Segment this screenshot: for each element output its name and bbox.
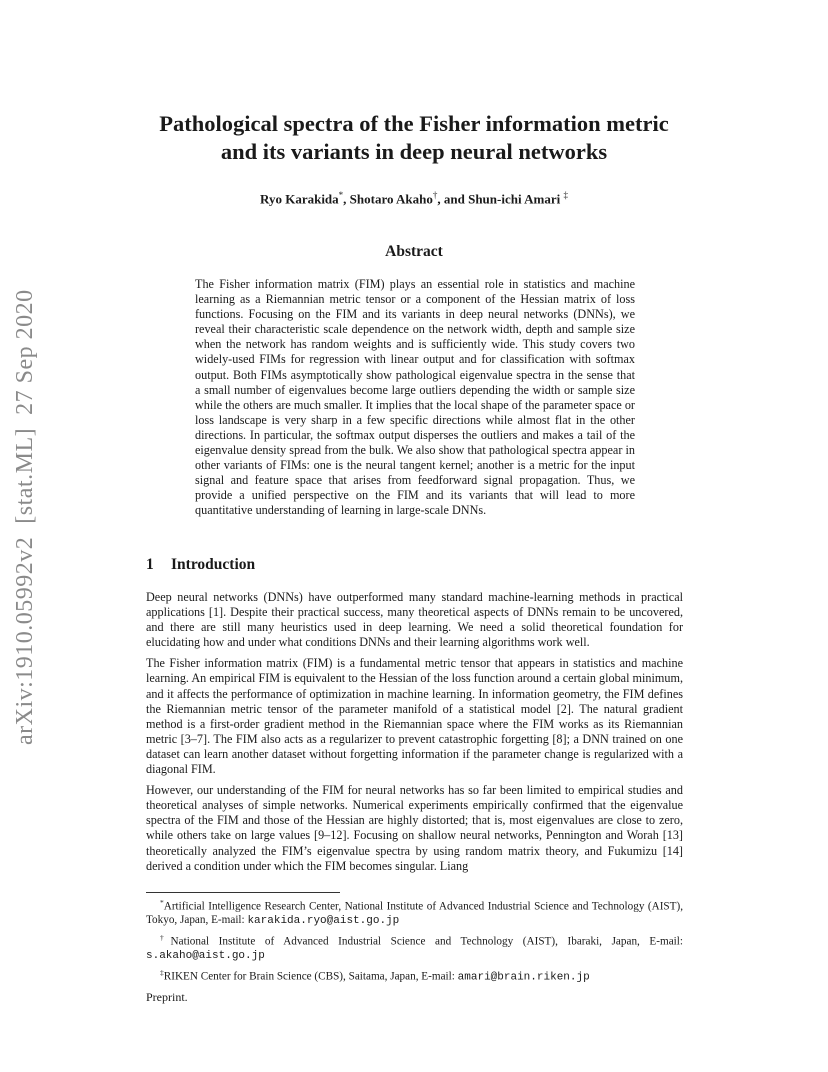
footnote-3-email[interactable]: amari@brain.riken.jp <box>457 971 590 984</box>
footnote-3-text: RIKEN Center for Brain Science (CBS), Saitama, Japan, E-mail: <box>163 970 458 983</box>
p3-text-3: theoretically analyzed the FIM’s eigenvalue spectra by using random matrix theory, and Fukumizu <box>146 843 663 858</box>
paragraph-1 <box>146 590 683 650</box>
introduction-body <box>146 590 683 880</box>
section-title: Introduction <box>171 556 256 573</box>
paragraph-3 <box>146 783 683 874</box>
author-list: Ryo Karakida*, Shotaro Akaho†, and Shun-ichi Amari ‡ <box>260 190 568 207</box>
abstract-text: The Fisher information matrix (FIM) plays an essential role in statistics and machine learning as a Riemannian metric tensor or a component of the Hessian matrix of loss functions. Focusing on the FIM and its variants in deep neural networks (DNNs), we reveal their characteristic scale dependence on the network width, depth and sample size when the network has random weights and is sufficiently wide. This study covers two widely-used FIMs for regression with linear output and for classification with softmax output. Both FIMs asymptotically show pathological eigenvalue spectra in the sense that a small number of eigenvalues become large outliers depending the width or sample size while the others are much smaller. It implies that the local shape of the parameter space or loss landscape is very sharp in a few specific directions while almost flat in the other directions. In particular, the softmax output disperses the outliers and makes a tail of the eigenvalue density spread from the bulk. We also show that pathological spectra appear in other variants of FIMs: one is the neural tangent kernel; another is a metric for the input signal and feature space that arises from feedforward signal propagation. Thus, we provide a unified perspective on the FIM and its variants that will lead to more quantitative understanding of learning in large-scale DNNs. <box>195 277 635 518</box>
author-2: Shotaro Akaho <box>349 191 433 207</box>
footnote-3 <box>146 966 683 985</box>
footnote-1-text: Artificial Intelligence Research Center, National Institute of Advanced Industrial Science and Technology (AIST), Tokyo, Japan, E-mail: <box>146 900 683 927</box>
p2-text-2: . The natural gradient method is a first-order gradient method in the Riemannian space where the FIM works as its Riemannian metric <box>146 701 683 746</box>
p3-text-1: However, our understanding of the FIM for neural networks has so far been limited to empirical studies and theoretical analyses of simple networks. Numerical experiments empirically confirmed that the eigenvalue spectra of the FIM and those of the Hessian are highly distorted; that is, most eigenvalues are close to zero, while others take on large values <box>146 783 683 843</box>
section-number: 1 <box>146 556 154 573</box>
p1-text-1: Deep neural networks (DNNs) have outperformed many standard machine-learning methods in practical applications <box>146 590 683 620</box>
citation-link[interactable]: [2] <box>556 701 571 716</box>
p2-text-4: ; a DNN trained on one dataset can learn another dataset without forgetting information if the parameter change is regularized with a diagonal FIM. <box>146 731 683 777</box>
p1-text-2: . Despite their practical success, many theoretical aspects of DNNs remain to be uncovered, and there are still many heuristics used in deep learning. We need a solid theoretical foundation for elucidating how and under what conditions DNNs and their learning algorithms work well. <box>146 605 684 650</box>
footnote-2-mark: † <box>160 932 171 942</box>
footnote-1 <box>146 896 683 929</box>
footnote-3-mark: ‡ <box>160 967 164 977</box>
p2-text-3: . The FIM also acts as a regularizer to prevent catastrophic forgetting <box>207 731 553 746</box>
p2-text-1: The Fisher information matrix (FIM) is a fundamental metric tensor that appears in statistics and machine learning. An empirical FIM is equivalent to the Hessian of the loss function around a certain global minimum, and it affects the performance of optimization in machine learning. In information geometry, the FIM defines the Riemannian metric tensor of the parameter manifold of a statistical model <box>146 656 683 716</box>
author-3-mark[interactable]: ‡ <box>563 190 568 200</box>
section-heading <box>146 556 255 574</box>
abstract-heading: Abstract <box>385 243 443 260</box>
footnote-2-text: National Institute of Advanced Industrial Science and Technology (AIST), Ibaraki, Japan, E-mail: <box>170 935 683 948</box>
footnotes <box>146 896 683 987</box>
paper-title <box>130 110 698 166</box>
citation-link[interactable]: [13] <box>662 828 683 843</box>
author-1: Ryo Karakida <box>260 191 339 207</box>
footnote-1-email[interactable]: karakida.ryo@aist.go.jp <box>247 915 400 928</box>
citation-link[interactable]: [1] <box>208 605 224 620</box>
p3-text-4: derived a condition under which the FIM becomes singular. Liang <box>146 858 469 873</box>
preprint-label: Preprint. <box>146 990 188 1004</box>
author-3: and Shun-ichi Amari <box>443 191 561 207</box>
footnote-1-mark: * <box>160 898 164 907</box>
citation-link[interactable]: [8] <box>552 731 567 746</box>
citation-link[interactable]: [3–7] <box>180 731 208 746</box>
footnote-2-email[interactable]: s.akaho@aist.go.jp <box>146 950 265 963</box>
title-line-1: Pathological spectra of the Fisher information metric <box>159 111 669 136</box>
arxiv-identifier: arXiv:1910.05992v2 [stat.ML] 27 Sep 2020 <box>12 289 38 745</box>
paragraph-2 <box>146 656 683 777</box>
footnote-divider <box>146 892 340 893</box>
citation-link[interactable]: [14] <box>662 843 683 858</box>
footnote-2 <box>146 931 683 964</box>
author-2-mark[interactable]: † <box>432 190 438 200</box>
author-1-mark[interactable]: * <box>338 190 344 200</box>
p3-text-2: . Focusing on shallow neural networks, Pennington and Worah <box>346 828 663 843</box>
title-line-2: and its variants in deep neural networks <box>220 139 608 164</box>
citation-link[interactable]: [9–12] <box>314 828 347 843</box>
